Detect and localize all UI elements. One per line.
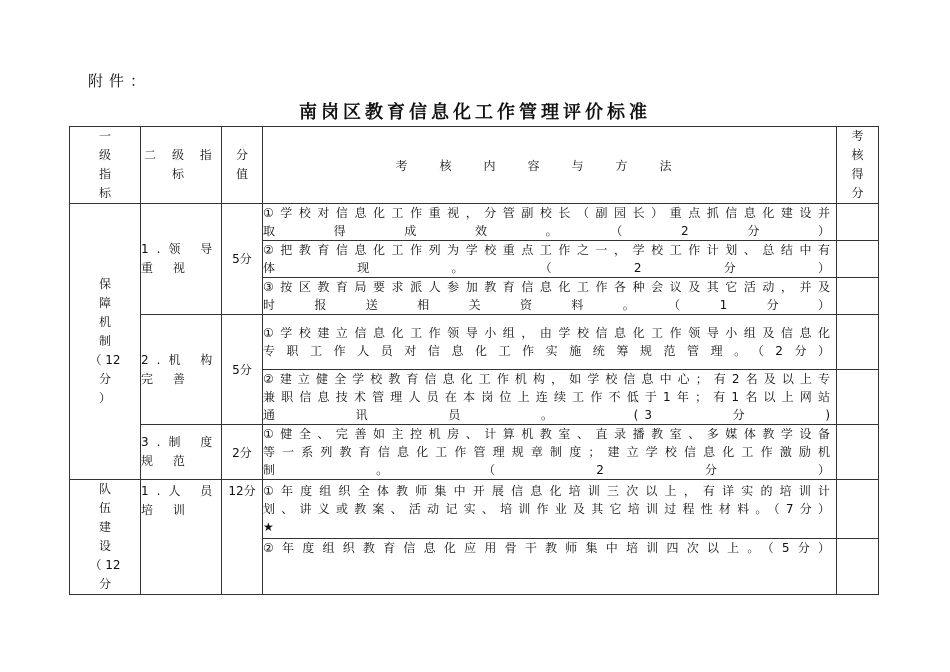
table-row [70,425,879,480]
sub-indicator: 2.机 构 完 善 [141,315,222,425]
score-cell [837,315,879,370]
score-cell [837,241,879,278]
sub-indicator: 1.人 员 培 训 [141,480,222,595]
header-content: 考核内容与方法 [263,127,837,204]
sub-score: 2分 [222,425,263,480]
header-result: 考 核 得 分 [837,127,879,204]
document-title: 南岗区教育信息化工作管理评价标准 [299,102,651,123]
sub-score: 12分 [222,480,263,595]
score-cell [837,539,879,595]
table-row [70,480,879,539]
evaluation-table [69,126,879,595]
header-score: 分 值 [222,127,263,204]
score-cell [837,480,879,539]
score-cell [837,370,879,425]
criteria-item: ②年度组织教育信息化应用骨干教师集中培训四次以上。（5分） [263,539,837,595]
criteria-item: ①学校建立信息化工作领导小组，由学校信息化工作领导小组及信息化专职工作人员对信息化工作实施统筹规范管理。（2分） [263,315,837,370]
criteria-item: ①健全、完善如主控机房、计算机教室、直录播教室、多媒体教学设备等一系列教育信息化工作管理规章制度；建立学校信息化工作激励机制。（2分） [263,425,837,480]
score-cell [837,278,879,315]
sub-score: 5分 [222,204,263,315]
criteria-item: ①年度组织全体教师集中开展信息化培训三次以上，有详实的培训计划、讲义或教案、活动记实、培训作业及其它培训过程性材料。（7分）★ [263,480,837,539]
criteria-item: ①学校对信息化工作重视，分管副校长（副园长）重点抓信息化建设并取得成效。（2分） [263,204,837,241]
sub-indicator: 1.领 导 重 视 [141,204,222,315]
criteria-item: ②把教育信息化工作列为学校重点工作之一，学校工作计划、总结中有体现。（2分） [263,241,837,278]
section-name: 队 伍 建 设 （ 12 分 [70,480,141,595]
criteria-item: ③按区教育局要求派人参加教育信息化工作各种会议及其它活动，并及时报送相关资料。（1分） [263,278,837,315]
section-name: 保 障 机 制 （ 12 分 ） [70,204,141,480]
score-cell [837,204,879,241]
sub-indicator: 3.制 度 规 范 [141,425,222,480]
criteria-item: ②建立健全学校教育信息化工作机构，如学校信息中心；有2名及以上专兼职信息技术管理人员在本岗位上连续工作不低于1年；有1名以上网站通讯员。(3分) [263,370,837,425]
header-level1: 一 级 指 标 [70,127,141,204]
score-cell [837,425,879,480]
table-row [70,315,879,370]
header-row [70,127,879,204]
attachment-label: 附件： [88,72,152,90]
table-row [70,204,879,241]
header-level2: 二 级 指 标 [141,127,222,204]
sub-score: 5分 [222,315,263,425]
